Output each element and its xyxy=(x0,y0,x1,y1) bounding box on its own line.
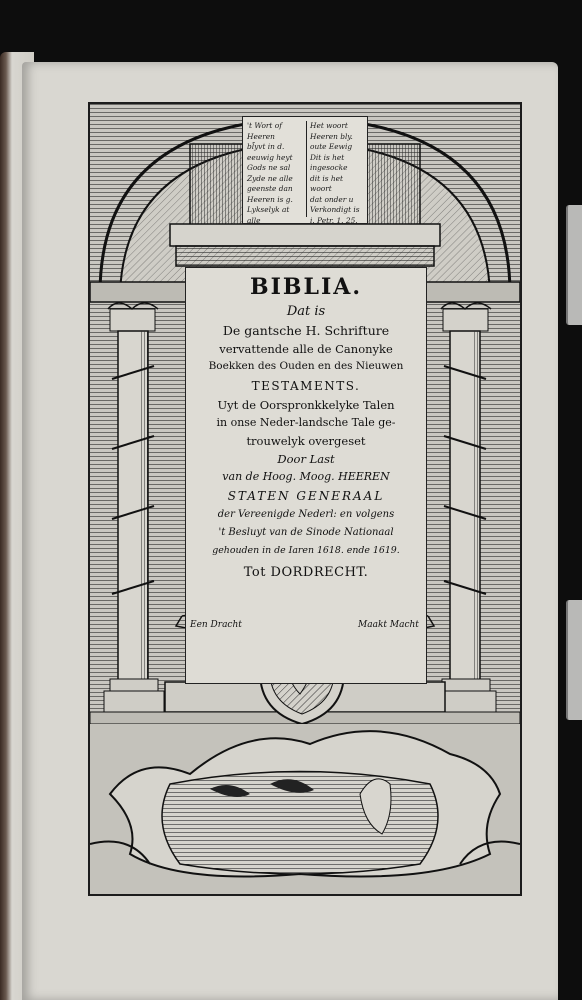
open-book-left-page: 't Wort of Heeren bl̄yvt in d. eeuwig heyt Gods ne sal Zyde ne alle geenste dan Heeren is g. Lykselyk at alle xyxy=(247,121,293,225)
page-clip-bottom xyxy=(566,600,582,720)
motto-left: Een Dracht xyxy=(190,620,242,630)
open-bible-illustration xyxy=(242,116,368,224)
book-title: BIBLIA. xyxy=(250,274,362,300)
title-line: STATEN GENERAAL xyxy=(227,489,385,503)
cartouche xyxy=(90,724,520,894)
title-line: Tot DORDRECHT. xyxy=(243,565,369,580)
title-line: der Vereenigde Nederl: en volgens xyxy=(217,509,395,520)
title-line: Uyt de Oorspronkkelyke Talen xyxy=(217,398,395,412)
title-line: De gantsche H. Schrifture xyxy=(222,323,390,338)
title-line: vervattende alle de Canonyke xyxy=(219,342,393,356)
open-book-right-page: Het woort Heeren bly. oute Eewig Dit is het ingesocke dit is het woort dat onder u Verkondigt is i. Petr. 1. 25. xyxy=(306,121,366,217)
title-line: van de Hoog. Moog. HEEREN xyxy=(222,470,390,483)
title-line: Door Last xyxy=(277,452,335,466)
title-line: in onse Neder-landsche Tale ge- xyxy=(216,416,396,429)
title-line: gehouden in de Iaren 1618. ende 1619. xyxy=(212,545,400,556)
motto-right: Maakt Macht xyxy=(358,620,419,630)
title-line: TESTAMENTS. xyxy=(251,379,361,393)
title-line: trouwelyk overgeset xyxy=(246,434,366,448)
engraved-plate xyxy=(88,102,522,896)
title-line: Boekken des Ouden en des Nieuwen xyxy=(208,360,404,372)
title-line: 't Besluyt van de Sinode Nationaal xyxy=(218,527,394,538)
page-clip-top xyxy=(566,205,582,325)
title-line: Dat is xyxy=(286,304,326,319)
